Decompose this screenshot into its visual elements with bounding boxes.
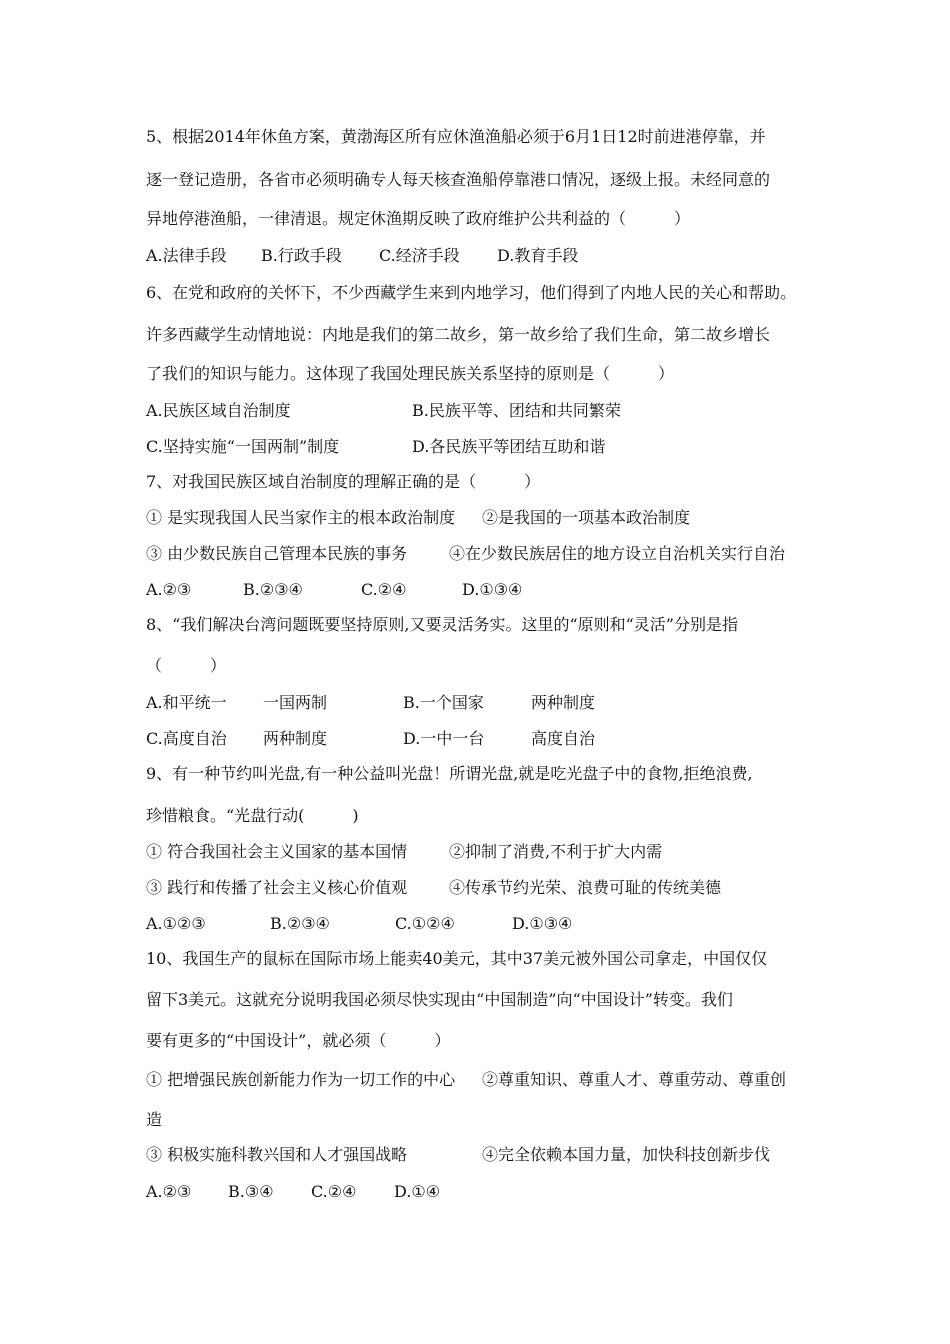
q8-option-a: A.和平统一 [146,693,227,712]
q10-statement-1: ① 把增强民族创新能力作为一切工作的中心 [146,1070,456,1089]
q9-statement-4: ④传承节约光荣、浪费可耻的传统美德 [449,878,722,897]
q5-option-d: D.教育手段 [497,246,579,265]
q10-option-a: A.②③ [146,1182,192,1201]
q9-option-c: C.①②④ [395,914,455,933]
q10-line-3: 要有更多的“中国设计”，就必须（ ） [146,1031,451,1050]
q6-line-1: 6、在党和政府的关怀下，不少西藏学生来到内地学习，他们得到了内地人民的关心和帮助。 [146,283,797,302]
q6-option-d: D.各民族平等团结互助和谐 [412,437,606,456]
q10-statement-3: ③ 积极实施科教兴国和人才强国战略 [146,1145,408,1164]
q5-line-3: 异地停港渔船，一律清退。规定休渔期反映了政府维护公共利益的（ ） [146,209,691,228]
q8-option-d: D.一中一台 [403,729,485,748]
q8-line-1: 8、“我们解决台湾问题既要坚持原则,又要灵活务实。这里的“原则和“灵活”分别是指 [146,615,738,634]
q6-line-3: 了我们的知识与能力。这体现了我国处理民族关系坚持的原则是（ ） [146,364,675,383]
q10-statement-2: ②尊重知识、尊重人才、尊重劳动、尊重创 [482,1070,787,1089]
q7-statement-3: ③ 由少数民族自己管理本民族的事务 [146,544,408,563]
q9-statement-3: ③ 践行和传播了社会主义核心价值观 [146,878,408,897]
q8-option-c-part-2: 两种制度 [263,729,328,748]
q9-option-b: B.②③④ [270,914,330,933]
q8-option-c: C.高度自治 [146,729,227,748]
q8-option-b-part-2: 两种制度 [531,693,596,712]
q8-option-a-part-2: 一国两制 [263,693,328,712]
q5-line-2: 逐一登记造册，各省市必须明确专人每天核查渔船停靠港口情况，逐级上报。未经同意的 [146,170,771,189]
q6-option-a: A.民族区域自治制度 [146,401,291,420]
q10-statement-2-continued: 造 [146,1110,163,1129]
q9-statement-2: ②抑制了消费,不利于扩大内需 [449,842,663,861]
q7-statement-2: ②是我国的一项基本政治制度 [482,508,691,527]
q10-line-2: 留下3美元。这就充分说明我国必须尽快实现由“中国制造”向“中国设计”转变。我们 [146,990,733,1009]
q9-option-a: A.①②③ [146,914,206,933]
q5-option-c: C.经济手段 [379,246,460,265]
q8-option-b: B.一个国家 [403,693,484,712]
q7-option-d: D.①③④ [462,580,523,599]
q5-option-b: B.行政手段 [261,246,342,265]
q7-option-a: A.②③ [146,580,192,599]
q6-option-c: C.坚持实施“一国两制”制度 [146,437,340,456]
q9-line-2: 珍惜粮食。“光盘行动( ) [146,806,359,825]
q7-line-1: 7、对我国民族区域自治制度的理解正确的是（ ） [146,472,541,491]
q5-line-1: 5、根据2014年休鱼方案，黄渤海区所有应休渔渔船必须于6月1日12时前进港停靠，并 [146,127,766,146]
q10-option-c: C.②④ [311,1182,357,1201]
q10-option-d: D.①④ [394,1182,441,1201]
q6-line-2: 许多西藏学生动情地说：内地是我们的第二故乡，第一故乡给了我们生命，第二故乡增长 [146,325,771,344]
q9-statement-1: ① 符合我国社会主义国家的基本国情 [146,842,408,861]
q9-line-1: 9、有一种节约叫光盘,有一种公益叫光盘！所谓光盘,就是吃光盘子中的食物,拒绝浪费, [146,764,753,783]
q7-option-c: C.②④ [361,580,407,599]
q10-line-1: 10、我国生产的鼠标在国际市场上能卖40美元，其中37美元被外国公司拿走，中国仅仅 [146,949,768,968]
q10-statement-4: ④完全依赖本国力量，加快科技创新步伐 [482,1145,771,1164]
q5-option-a: A.法律手段 [146,246,227,265]
q6-option-b: B.民族平等、团结和共同繁荣 [412,401,621,420]
q8-line-2: （ ） [146,656,227,675]
q7-statement-4: ④在少数民族居住的地方设立自治机关实行自治 [449,544,786,563]
q8-option-d-part-2: 高度自治 [531,729,596,748]
q7-statement-1: ① 是实现我国人民当家作主的根本政治制度 [146,508,456,527]
q9-option-d: D.①③④ [512,914,573,933]
q7-option-b: B.②③④ [243,580,303,599]
q10-option-b: B.③④ [228,1182,274,1201]
